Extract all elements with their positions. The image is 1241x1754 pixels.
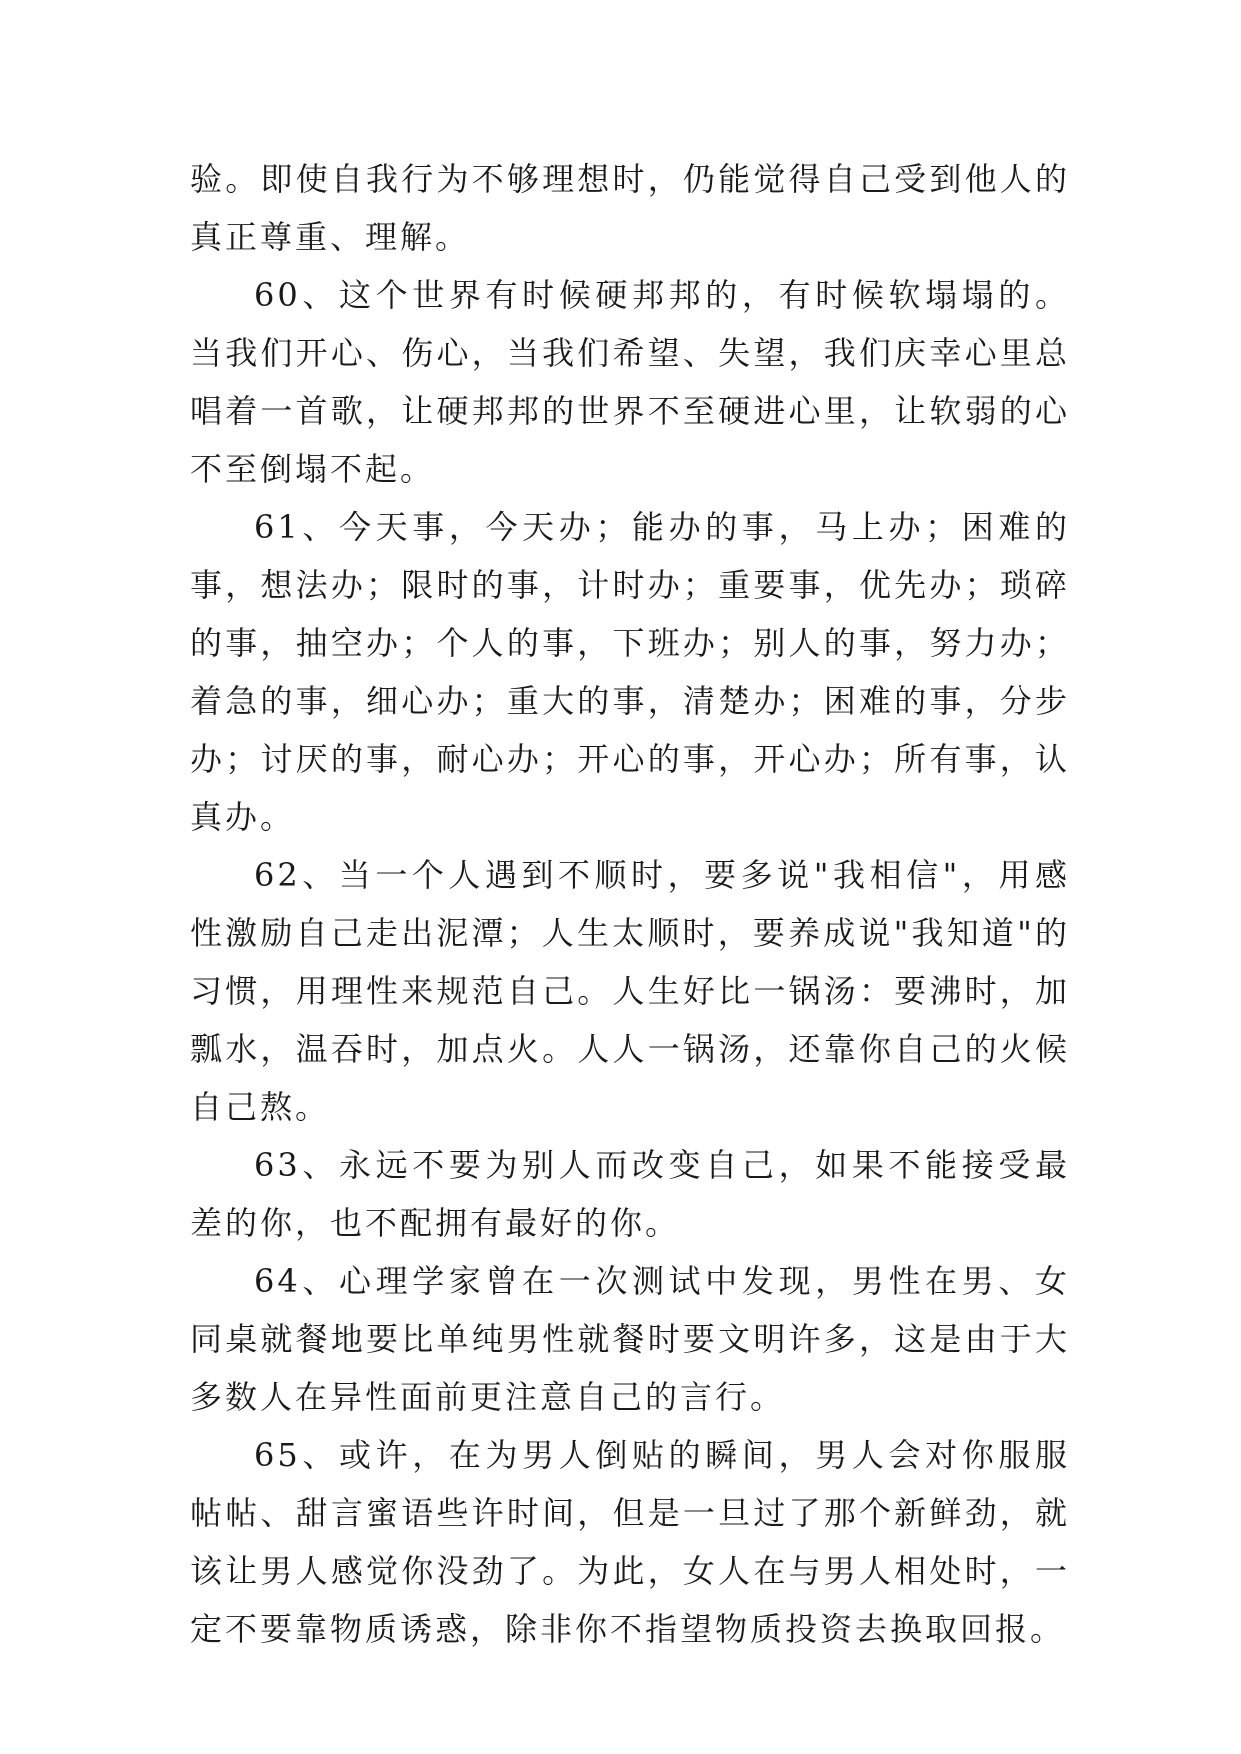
paragraph-64: 64、心理学家曾在一次测试中发现，男性在男、女同桌就餐地要比单纯男性就餐时要文明许多，这是由于大多数人在异性面前更注意自己的言行。 — [190, 1262, 1070, 1416]
paragraph-62: 62、当一个人遇到不顺时，要多说"我相信"，用感性激励自己走出泥潭；人生太顺时，要养成说"我知道"的习惯，用理性来规范自己。人生好比一锅汤：要沸时，加瓢水，温吞时，加点火。人人一锅汤，还靠你自己的火候自己熬。 — [190, 856, 1070, 1126]
paragraph-continuation: 验。即使自我行为不够理想时，仍能觉得自己受到他人的真正尊重、理解。 — [190, 160, 1070, 256]
paragraph-61: 61、今天事，今天办；能办的事，马上办；困难的事，想法办；限时的事，计时办；重要事，优先办；琐碎的事，抽空办；个人的事，下班办；别人的事，努力办；着急的事，细心办；重大的事，清楚办；困难的事，分步办；讨厌的事，耐心办；开心的事，开心办；所有事，认真办。 — [190, 508, 1070, 836]
paragraph-65: 65、或许，在为男人倒贴的瞬间，男人会对你服服帖帖、甜言蜜语些许时间，但是一旦过了那个新鲜劲，就该让男人感觉你没劲了。为此，女人在与男人相处时，一定不要靠物质诱惑，除非你不指望物质投资去换取回报。 — [190, 1436, 1070, 1648]
paragraph-63: 63、永远不要为别人而改变自己，如果不能接受最差的你，也不配拥有最好的你。 — [190, 1146, 1070, 1242]
document-body — [190, 150, 1070, 1658]
paragraph-60: 60、这个世界有时候硬邦邦的，有时候软塌塌的。当我们开心、伤心，当我们希望、失望，我们庆幸心里总唱着一首歌，让硬邦邦的世界不至硬进心里，让软弱的心不至倒塌不起。 — [190, 276, 1070, 488]
